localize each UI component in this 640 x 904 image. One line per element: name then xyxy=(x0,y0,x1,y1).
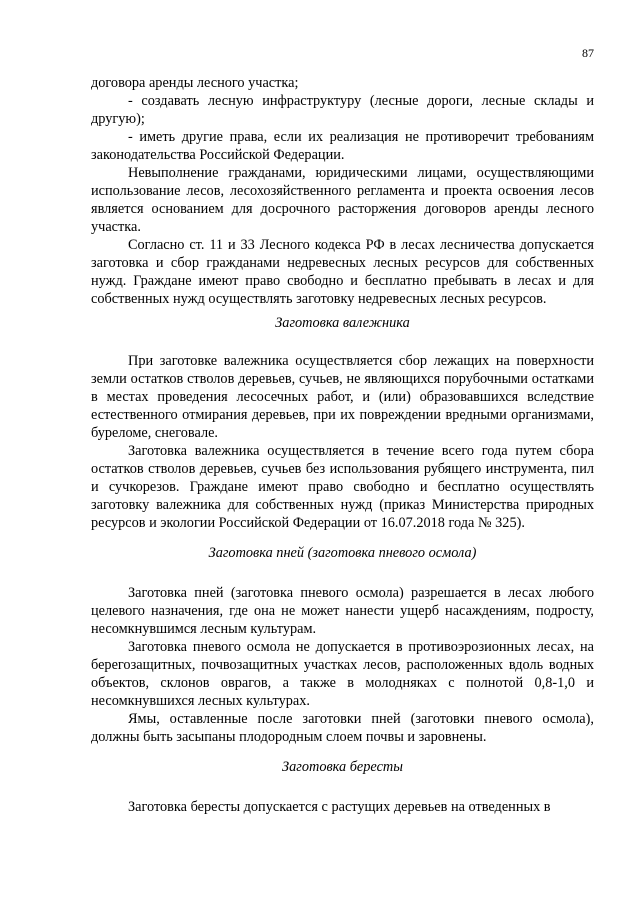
paragraph: - иметь другие права, если их реализация не противоречит требованиям законодательства Российской Федерации. xyxy=(91,129,594,163)
section-heading-valezhnik: Заготовка валежника xyxy=(275,315,410,331)
paragraph: Заготовка пневого осмола не допускается в противоэрозионных лесах, на берегозащитных, почвозащитных участках лесов, расположенных вдоль водных объектов, склонов оврагов, а также в молодняках с полнотой 0,8-1,0 и несомкнувшихся лесных культурах. xyxy=(91,639,594,709)
paragraph: Невыполнение гражданами, юридическими лицами, осуществляющими использование лесов, лесохозяйственного регламента и проекта освоения лесов является основанием для досрочного расторжения договоров аренды лесного участка. xyxy=(91,165,594,235)
paragraph: - создавать лесную инфраструктуру (лесные дороги, лесные склады и другую); xyxy=(91,93,594,127)
page-number: 87 xyxy=(582,46,594,60)
paragraph: При заготовке валежника осуществляется сбор лежащих на поверхности земли остатков стволов деревьев, сучьев, не являющихся порубочными остатками в местах проведения лесосечных работ, и (или) образовавшихся вследствие естественного отмирания деревьев, при их повреждении вредными организмами, буреломе, снеговале. xyxy=(91,353,594,441)
document-body xyxy=(91,74,594,816)
paragraph: Заготовка валежника осуществляется в течение всего года путем сбора остатков стволов деревьев, сучьев без использования рубящего инструмента, пил и сучкорезов. Граждане имеют право свободно и бесплатно осуществлять заготовку валежника для собственных нужд (приказ Министерства природных ресурсов и экологии Российской Федерации от 16.07.2018 года № 325). xyxy=(91,443,594,531)
paragraph: Ямы, оставленные после заготовки пней (заготовки пневого осмола), должны быть засыпаны плодородным слоем почвы и заровнены. xyxy=(91,711,594,745)
paragraph: договора аренды лесного участка; xyxy=(91,75,299,91)
paragraph: Согласно ст. 11 и 33 Лесного кодекса РФ в лесах лесничества допускается заготовка и сбор гражданами недревесных лесных ресурсов для собственных нужд. Граждане имеют право свободно и бесплатно пребывать в лесах и для собственных нужд осуществлять заготовку недревесных лесных ресурсов. xyxy=(91,237,594,307)
section-heading-beresta: Заготовка бересты xyxy=(282,759,403,775)
paragraph: Заготовка бересты допускается с растущих деревьев на отведенных в xyxy=(128,799,551,815)
paragraph: Заготовка пней (заготовка пневого осмола) разрешается в лесах любого целевого назначения, где она не может нанести ущерб насаждениям, подросту, несомкнувшимся лесным культурам. xyxy=(91,585,594,637)
section-heading-pni: Заготовка пней (заготовка пневого осмола) xyxy=(208,545,477,561)
